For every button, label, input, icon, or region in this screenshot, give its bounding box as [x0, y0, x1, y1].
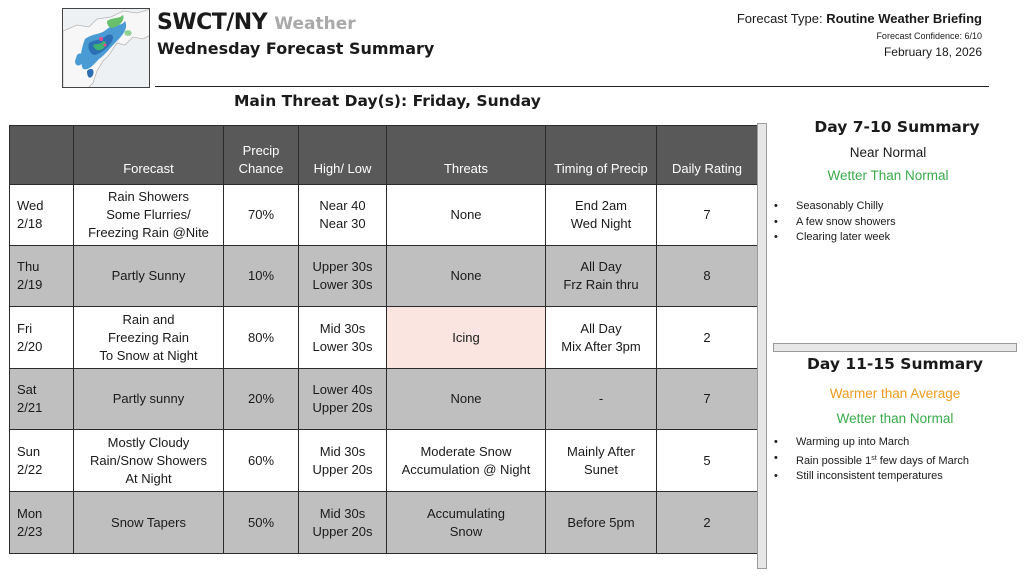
high-low-cell: Mid 30s Upper 20s: [299, 430, 387, 492]
bullet-text-post: few days of March: [876, 454, 969, 467]
day-cell: Wed 2/18: [10, 185, 74, 246]
column-header-day: [10, 126, 74, 185]
list-item: [772, 451, 969, 470]
list-item: • Warming up into March: [772, 435, 969, 451]
summary-11-15-title: Day 11-15 Summary: [806, 355, 984, 373]
precip-cell: 60%: [224, 430, 299, 492]
vertical-divider: [757, 123, 767, 569]
forecast-table: [9, 125, 758, 554]
forecast-type: [737, 11, 982, 26]
day-cell: Sun 2/22: [10, 430, 74, 492]
rating-cell: 2: [657, 307, 758, 369]
timing-cell: All Day Frz Rain thru: [546, 246, 657, 307]
main-threat-heading: Main Threat Day(s): Friday, Sunday: [234, 92, 541, 110]
table-row: [10, 369, 758, 430]
list-item: • Seasonably Chilly: [772, 199, 896, 215]
forecast-cell: Snow Tapers: [74, 492, 224, 554]
high-low-cell: Near 40 Near 30: [299, 185, 387, 246]
horizontal-divider: [773, 343, 1017, 352]
precip-cell: 20%: [224, 369, 299, 430]
list-item: • Clearing later week: [772, 230, 896, 246]
brand-title: [157, 10, 356, 35]
threats-cell: None: [387, 369, 546, 430]
threats-cell: None: [387, 185, 546, 246]
forecast-meta: [737, 11, 982, 59]
radar-map-icon: [62, 8, 150, 88]
rating-cell: 7: [657, 185, 758, 246]
bullet-text-sup: st: [871, 454, 877, 462]
header-divider: [155, 86, 989, 87]
table-row: [10, 246, 758, 307]
forecast-date: February 18, 2026: [883, 45, 982, 59]
high-low-cell: Mid 30s Lower 30s: [299, 307, 387, 369]
threats-cell: None: [387, 246, 546, 307]
column-header-precip-chance: Precip Chance: [224, 126, 299, 185]
table-row: [10, 492, 758, 554]
summary-11-15-temp: Warmer than Average: [829, 386, 961, 401]
forecast-cell: Rain and Freezing Rain To Snow at Night: [74, 307, 224, 369]
forecast-type-value: Routine Weather Briefing: [826, 11, 982, 26]
rating-cell: 5: [657, 430, 758, 492]
forecast-confidence: Forecast Confidence: 6/10: [876, 31, 982, 41]
threats-cell-highlighted: Icing: [387, 307, 546, 369]
day-cell: Mon 2/23: [10, 492, 74, 554]
precip-cell: 80%: [224, 307, 299, 369]
timing-cell: End 2am Wed Night: [546, 185, 657, 246]
precip-cell: 10%: [224, 246, 299, 307]
day-cell: Fri 2/20: [10, 307, 74, 369]
column-header-forecast: Forecast: [74, 126, 224, 185]
precip-cell: 70%: [224, 185, 299, 246]
bullet-text-pre: Rain possible 1: [796, 454, 872, 467]
high-low-cell: Mid 30s Upper 20s: [299, 492, 387, 554]
precip-cell: 50%: [224, 492, 299, 554]
timing-cell: All Day Mix After 3pm: [546, 307, 657, 369]
summary-7-10-precip: Wetter Than Normal: [827, 168, 949, 183]
column-header-timing: Timing of Precip: [546, 126, 657, 185]
summary-7-10-temp: Near Normal: [849, 145, 927, 160]
threats-cell: Accumulating Snow: [387, 492, 546, 554]
rating-cell: 2: [657, 492, 758, 554]
forecast-type-label: Forecast Type:: [736, 11, 823, 26]
table-row: [10, 185, 758, 246]
timing-cell: Before 5pm: [546, 492, 657, 554]
summary-11-15-bullets: [772, 435, 969, 485]
column-header-high-low: High/ Low: [299, 126, 387, 185]
brand-suffix: Weather: [274, 14, 356, 34]
threats-cell: Moderate Snow Accumulation @ Night: [387, 430, 546, 492]
column-header-daily-rating: Daily Rating: [657, 126, 758, 185]
forecast-cell: Partly sunny: [74, 369, 224, 430]
high-low-cell: Upper 30s Lower 30s: [299, 246, 387, 307]
summary-7-10-title: Day 7-10 Summary: [814, 118, 980, 136]
page-subtitle: Wednesday Forecast Summary: [157, 39, 435, 58]
timing-cell: Mainly After Sunet: [546, 430, 657, 492]
table-header-row: [10, 126, 758, 185]
summary-11-15-precip: Wetter than Normal: [836, 411, 954, 426]
forecast-cell: Mostly Cloudy Rain/Snow Showers At Night: [74, 430, 224, 492]
day-cell: Sat 2/21: [10, 369, 74, 430]
brand-name: SWCT/NY: [157, 10, 268, 35]
list-item: • Still inconsistent temperatures: [772, 469, 969, 485]
high-low-cell: Lower 40s Upper 20s: [299, 369, 387, 430]
summary-7-10-bullets: [772, 199, 896, 246]
day-cell: Thu 2/19: [10, 246, 74, 307]
rating-cell: 8: [657, 246, 758, 307]
table-row: [10, 307, 758, 369]
rating-cell: 7: [657, 369, 758, 430]
column-header-threats: Threats: [387, 126, 546, 185]
forecast-cell: Partly Sunny: [74, 246, 224, 307]
list-item: • A few snow showers: [772, 215, 896, 231]
table-row: [10, 430, 758, 492]
forecast-cell: Rain Showers Some Flurries/ Freezing Rain @Nite: [74, 185, 224, 246]
timing-cell: -: [546, 369, 657, 430]
